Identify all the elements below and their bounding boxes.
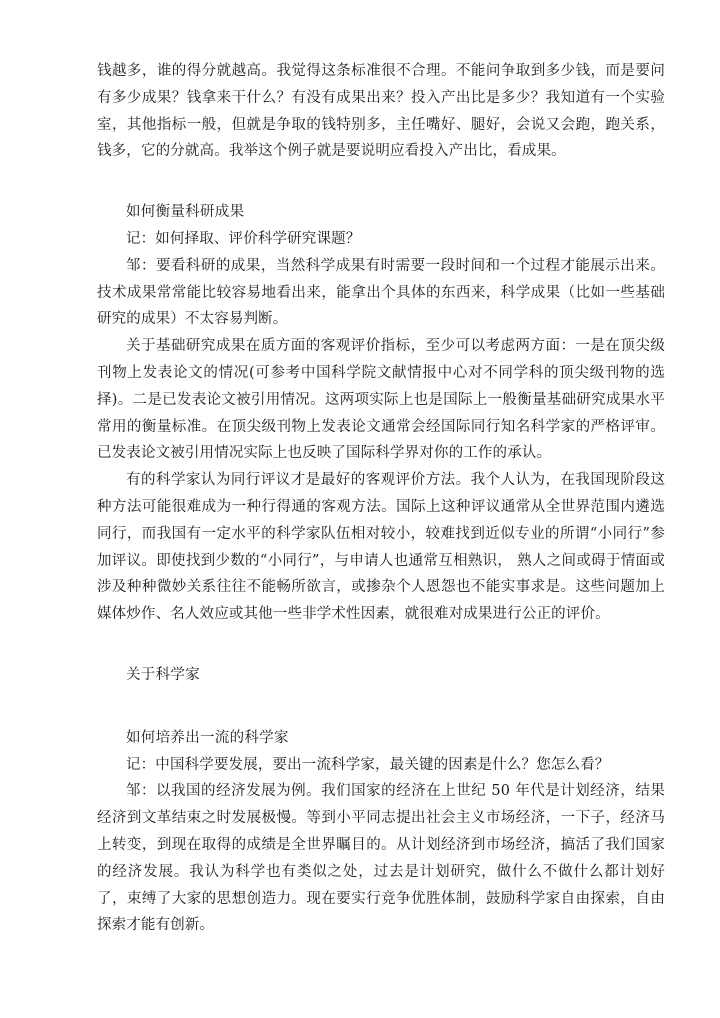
section-title-training-scientists: 如何培养出一流的科学家 — [126, 729, 289, 746]
paragraph-basic-research-criteria: 关于基础研究成果在质方面的客观评价指标，至少可以考虑两方面：一是在顶尖级刊物上发表论文的情况(可参考中国科学院文献情报中心对不同学科的顶尖级刊物的选择)。二是已发表论文被引用情况。这两项实际上也是国际上一般衡量基础研究成果水平常用的衡量标准。在顶尖级刊物上发表论文通常会经国际同行知名科学家的严格评审。已发表论文被引用情况实际上也反映了国际科学界对你的工作的承认。 — [97, 338, 665, 462]
paragraph-peer-review: 有的科学家认为同行评议才是最好的客观评价方法。我个人认为，在我国现阶段这种方法可能很难成为一种行得通的客观方法。国际上这种评议通常从全世界范围内遴选同行，而我国有一定水平的科学家队伍相对较小，较难找到近似专业的所谓“小同行”参加评议。即使找到少数的“小同行”，与申请人也通常互相熟识， 熟人之间或碍于情面或涉及种种微妙关系往往不能畅所欲言，或掺杂个人恩怨也不能实事求是。这些问题加上媒体炒作、名人效应或其他一些非学术性因素，就很难对成果进行公正的评价。 — [97, 472, 665, 623]
section-title-measuring-research: 如何衡量科研成果 — [126, 204, 245, 221]
section-spacer — [97, 689, 665, 725]
section-spacer — [97, 165, 665, 199]
interview-answer: 邹：要看科研的成果，当然科学成果有时需要一段时间和一个过程才能展示出来。技术成果常常能比较容易地看出来，能拿出个具体的东西来，科学成果（比如一些基础研究的成果）不太容易判断。 — [97, 257, 665, 328]
section-title-about-scientists: 关于科学家 — [126, 666, 200, 683]
interview-answer: 邹：以我国的经济发展为例。我们国家的经济在上世纪 50 年代是计划经济，结果经济到文革结束之时发展极慢。等到小平同志提出社会主义市场经济，一下子，经济马上转变，到现在取得的成绩是全世界瞩目的。从计划经济到市场经济，搞活了我们国家的经济发展。我认为科学也有类似之处，过去是计划研究，做什么不做什么都计划好了，束缚了大家的思想创造力。现在要实行竞争优胜体制，鼓励科学家自由探索，自由探索才能有创新。 — [97, 783, 665, 934]
paragraph-intro: 钱越多，谁的得分就越高。我觉得这条标准很不合理。不能问争取到多少钱，而是要问有多少成果？钱拿来干什么？有没有成果出来？投入产出比是多少？我知道有一个实验室，其他指标一般，但就是争取的钱特别多，主任嘴好、腿好，会说又会跑，跑关系，钱多，它的分就高。我举这个例子就是要说明应看投入产出比，看成果。 — [97, 63, 665, 160]
interview-question: 记：中国科学要发展，要出一流科学家，最关键的因素是什么？您怎么看？ — [126, 756, 610, 773]
section-spacer — [97, 628, 665, 662]
document-page — [97, 58, 665, 939]
interview-question: 记：如何择取、评价科学研究课题？ — [126, 230, 361, 247]
